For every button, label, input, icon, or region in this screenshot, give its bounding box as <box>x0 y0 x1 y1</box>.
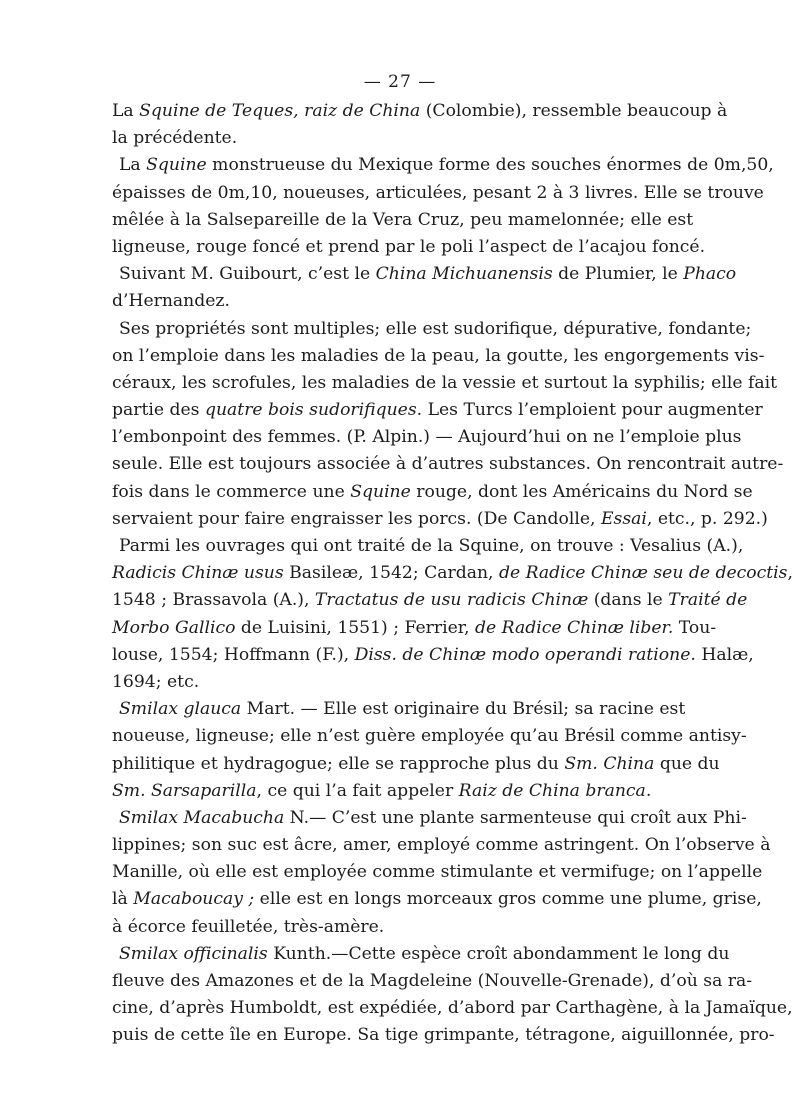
text-segment: Basileæ, 1542; Cardan, <box>283 563 499 584</box>
text-segment: Kunth.—Cette espèce croît abondamment le long du <box>267 943 730 964</box>
text-line <box>112 234 706 261</box>
text-segment: 1548 ; Brassavola (A.), <box>112 590 315 611</box>
italic-text: de Radice Chinæ liber. <box>475 617 674 638</box>
text-line <box>112 370 777 397</box>
text-segment: Parmi les ouvrages qui ont traité de la Squine, on trouve : Vesalius (A.), <box>119 536 744 556</box>
italic-text: Squine de Teques, raiz de China <box>139 101 421 121</box>
text-segment: ligneuse, rouge foncé et prend par le poli l’aspect de l’acajou foncé. <box>112 236 706 257</box>
text-segment: seule. Elle est toujours associée à d’autres substances. On rencontrait autre- <box>112 454 784 475</box>
text-line <box>112 533 744 560</box>
text-line <box>112 316 752 343</box>
text-line <box>112 941 730 968</box>
text-segment: la précédente. <box>112 128 238 149</box>
italic-text: Smilax glauca <box>119 699 242 720</box>
text-segment: fois dans le commerce une <box>112 481 351 502</box>
text-line <box>112 207 694 234</box>
text-line <box>112 424 742 451</box>
text-line <box>112 180 764 207</box>
text-segment: , <box>787 563 793 584</box>
text-line <box>112 696 686 723</box>
italic-text: Morbo Gallico <box>112 617 236 638</box>
text-line <box>112 152 774 179</box>
italic-text: Smilax officinalis <box>119 943 268 964</box>
text-segment: Suivant M. Guibourt, c’est le <box>119 264 376 285</box>
italic-text: China Michuanensis <box>375 264 553 285</box>
text-segment: à écorce feuilletée, très-amère. <box>112 916 385 937</box>
text-segment: monstrueuse du Mexique forme des souches énormes de 0m,50, <box>206 155 774 176</box>
text-segment: . Les Turcs l’emploient pour augmenter <box>416 400 763 421</box>
text-segment: elle est en longs morceaux gros comme une plume, grise, <box>254 889 762 910</box>
text-line <box>112 506 768 533</box>
text-line <box>112 914 652 941</box>
text-line <box>112 261 737 288</box>
text-line <box>112 288 652 315</box>
italic-text: Sm. China <box>564 753 655 774</box>
italic-text: Radicis Chinæ usus <box>112 563 284 584</box>
italic-text: Raiz de China branca <box>458 780 646 801</box>
text-segment: d’Hernandez. <box>112 291 230 312</box>
text-segment: 1694; etc. <box>112 671 200 692</box>
text-line <box>112 1022 775 1049</box>
text-line <box>112 778 652 805</box>
text-segment: céraux, les scrofules, les maladies de la vessie et surtout la syphilis; elle fait <box>112 372 777 393</box>
text-segment: (dans le <box>588 590 669 611</box>
text-segment: Halæ, <box>695 644 754 665</box>
text-segment: (Colombie), ressemble beaucoup à <box>420 101 728 121</box>
text-segment: puis de cette île en Europe. Sa tige grimpante, tétragone, aiguillonnée, pro- <box>112 1025 775 1046</box>
text-line <box>112 805 747 832</box>
text-segment: servaient pour faire engraisser les porcs. (De Candolle, <box>112 508 601 529</box>
italic-text: Phaco <box>683 264 737 285</box>
text-segment: que du <box>654 753 720 774</box>
text-line <box>112 343 765 370</box>
text-line <box>112 587 748 614</box>
text-segment: épaisses de 0m,10, noueuses, articulées, pesant 2 à 3 livres. Elle se trouve <box>112 182 764 203</box>
text-segment: noueuse, ligneuse; elle n’est guère employée qu’au Brésil comme antisy- <box>112 726 747 747</box>
text-line <box>112 832 771 859</box>
text-segment: l’embonpoint des femmes. (P. Alpin.) — Aujourd’hui on ne l’emploie plus <box>112 427 742 448</box>
text-segment: Ses propriétés sont multiples; elle est sudorifique, dépurative, fondante; <box>119 318 752 339</box>
text-line <box>112 723 747 750</box>
text-line <box>112 451 784 478</box>
text-line <box>112 995 793 1022</box>
text-line <box>112 98 728 125</box>
text-line <box>112 968 753 995</box>
text-segment: de Luisini, 1551) ; Ferrier, <box>235 617 475 638</box>
page-number: — 27 — <box>363 72 437 92</box>
text-segment: cine, d’après Humboldt, est expédiée, d’abord par Carthagène, à la Jamaïque, <box>112 998 793 1019</box>
text-segment: mêlée à la Salsepareille de la Vera Cruz, peu mamelonnée; elle est <box>112 209 694 230</box>
text-segment: , ce qui l’a fait appeler <box>256 780 459 801</box>
text-segment: Tou- <box>673 617 717 638</box>
text-line <box>112 479 753 506</box>
text-segment: rouge, dont les Américains du Nord se <box>410 481 753 502</box>
text-segment: louse, 1554; Hoffmann (F.), <box>112 644 355 665</box>
italic-text: Diss. de Chinæ modo operandi ratione. <box>354 644 696 665</box>
text-line <box>112 751 720 778</box>
italic-text: Essai <box>600 508 647 529</box>
italic-text: Squine <box>146 155 207 176</box>
text-segment: Manille, où elle est employée comme stimulante et vermifuge; on l’appelle <box>112 862 763 883</box>
text-segment: N.— C’est une plante sarmenteuse qui croît aux Phi- <box>284 807 747 828</box>
text-line <box>112 642 754 669</box>
text-segment: fleuve des Amazones et de la Magdeleine (Nouvelle-Grenade), d’où sa ra- <box>112 971 753 991</box>
text-segment: La <box>112 101 140 121</box>
text-line <box>112 397 763 424</box>
text-segment: de Plumier, le <box>552 264 684 285</box>
text-segment: . <box>645 780 652 801</box>
italic-text: Tractatus de usu radicis Chinæ <box>314 590 589 611</box>
text-line <box>112 859 763 886</box>
text-segment: La <box>119 155 147 176</box>
text-line <box>112 886 762 913</box>
text-line <box>112 560 793 587</box>
italic-text: de Radice Chinæ seu de decoctis <box>498 563 788 584</box>
text-segment: philitique et hydragogue; elle se rapproche plus du <box>112 753 565 774</box>
text-segment: partie des <box>112 400 205 421</box>
text-segment: , etc., p. 292.) <box>646 508 768 529</box>
italic-text: Squine <box>350 481 411 502</box>
italic-text: Macaboucay ; <box>133 889 255 910</box>
italic-text: Smilax Macabucha <box>119 807 285 828</box>
body-text <box>112 98 793 1050</box>
text-segment: Mart. — Elle est originaire du Brésil; sa racine est <box>241 699 686 720</box>
italic-text: Traité de <box>668 590 748 611</box>
text-line <box>112 125 652 152</box>
text-segment: là <box>112 889 134 910</box>
text-segment: lippines; son suc est âcre, amer, employé comme astringent. On l’observe à <box>112 835 771 856</box>
italic-text: Sm. Sarsaparilla <box>112 780 257 801</box>
text-line <box>112 669 652 696</box>
text-segment: on l’emploie dans les maladies de la peau, la goutte, les engorgements vis- <box>112 345 765 366</box>
text-line <box>112 615 717 642</box>
italic-text: quatre bois sudorifiques <box>204 400 417 421</box>
